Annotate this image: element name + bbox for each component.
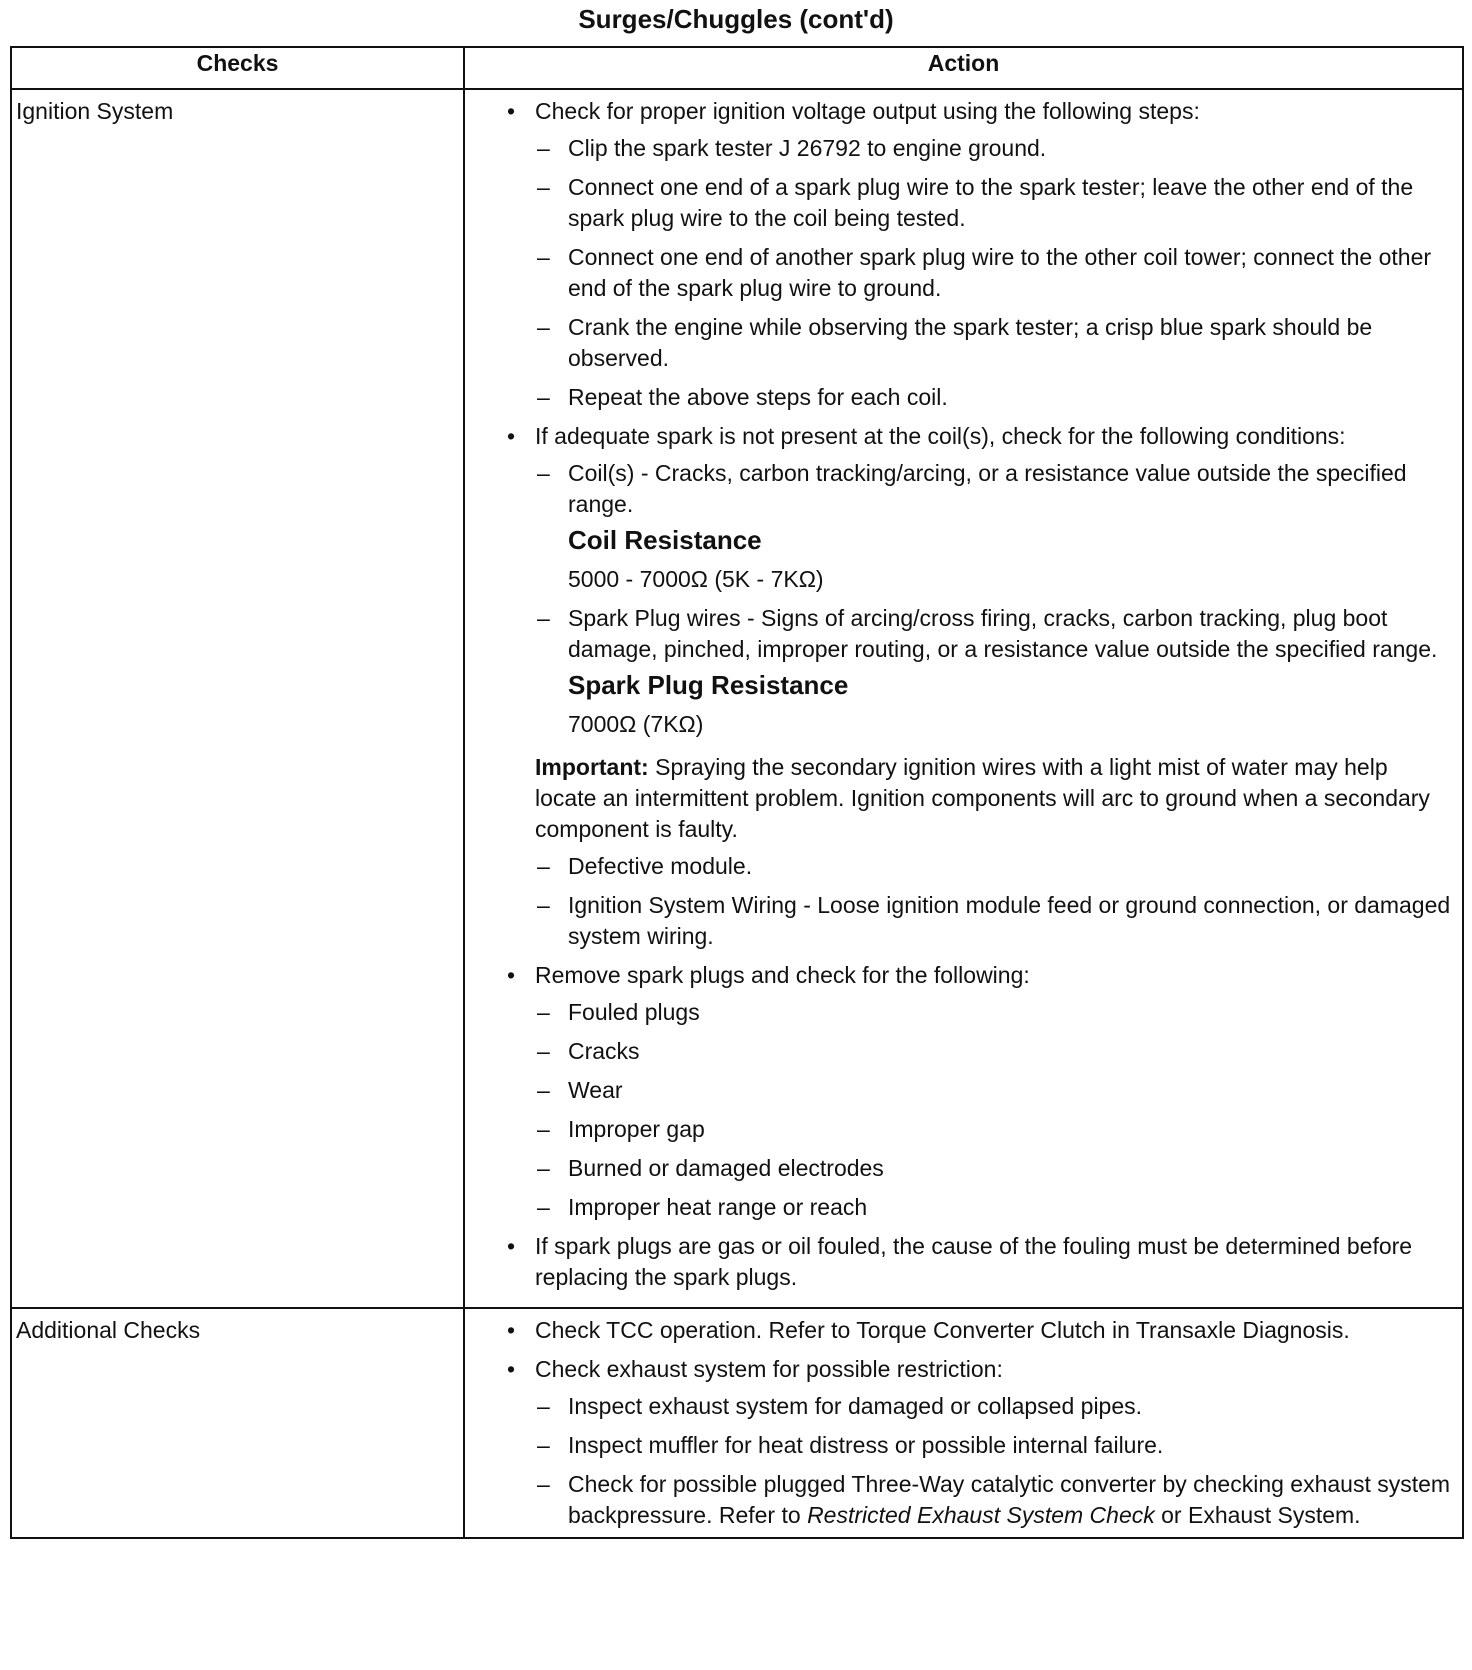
checks-column-header: Checks <box>11 47 464 89</box>
sub-item: – Check for possible plugged Three-Way catalytic converter by checking exhaust system backpressure. Refer to Restricted Exhaust System Check or Exhaust System. <box>537 1471 1451 1528</box>
sub-item: – Inspect exhaust system for damaged or collapsed pipes. <box>535 1391 1454 1422</box>
item-text: Check exhaust system for possible restriction: <box>535 1356 1003 1382</box>
dash-icon: – <box>537 174 550 200</box>
dash-icon: – <box>537 853 550 879</box>
list-item <box>503 421 1454 952</box>
bullet-icon: • <box>507 98 516 124</box>
coil-resistance-value: 5000 - 7000Ω (5K - 7KΩ) <box>568 566 824 592</box>
dash-icon: – <box>537 314 550 340</box>
bullet-icon: • <box>507 1233 516 1259</box>
sub-item: – Coil(s) - Cracks, carbon tracking/arcing, or a resistance value outside the specified range. Coil Resistance 5000 - 7000Ω (5K - 7KΩ) <box>535 458 1454 595</box>
sub-item: – Connect one end of a spark plug wire to the spark tester; leave the other end of the spark plug wire to the coil being tested. <box>537 174 1414 231</box>
sub-item: – Repeat the above steps for each coil. <box>535 382 1454 413</box>
coil-resistance-heading: Coil Resistance <box>568 525 762 555</box>
important-note <box>535 752 1454 845</box>
list-item <box>503 96 1454 413</box>
sub-item: – Burned or damaged electrodes <box>535 1153 1454 1184</box>
sub-item: – Fouled plugs <box>535 997 1454 1028</box>
important-text: Spraying the secondary ignition wires with a light mist of water may help locate an intermittent problem. Ignition components will arc to ground when a secondary component is faulty. <box>535 754 1430 842</box>
sub-item: – Wear <box>535 1075 1454 1106</box>
important-label: Important: <box>535 754 649 780</box>
table-row <box>11 1308 1463 1538</box>
sub-item: – Crank the engine while observing the spark tester; a crisp blue spark should be observed. <box>537 314 1373 371</box>
table-header-row <box>11 47 1463 89</box>
bullet-icon: • <box>507 1317 516 1343</box>
action-cell <box>464 1308 1463 1538</box>
diagnostic-table <box>10 46 1464 1539</box>
list-item <box>503 960 1454 1223</box>
item-text: Check for proper ignition voltage output using the following steps: <box>535 98 1200 124</box>
dash-icon: – <box>537 1194 550 1220</box>
page-title: Surges/Chuggles (cont'd) <box>578 4 894 34</box>
action-list <box>503 1315 1454 1531</box>
list-item <box>503 1231 1454 1293</box>
dash-icon: – <box>537 605 550 631</box>
dash-icon: – <box>537 1432 550 1458</box>
sub-item: – Spark Plug wires - Signs of arcing/cross firing, cracks, carbon tracking, plug boot damage, pinched, improper routing, or a resistance value outside the specified range. Spark Plug Resistance 7000Ω (7KΩ) <box>535 603 1454 740</box>
item-text: If adequate spark is not present at the coil(s), check for the following conditions: <box>535 423 1346 449</box>
dash-icon: – <box>537 1077 550 1103</box>
sub-list <box>535 458 1454 740</box>
dash-icon: – <box>537 460 550 486</box>
list-item <box>503 1315 1454 1346</box>
bullet-icon: • <box>507 962 516 988</box>
action-column-header: Action <box>464 47 1463 89</box>
check-cell: Additional Checks <box>11 1308 464 1538</box>
sub-item: – Inspect muffler for heat distress or possible internal failure. <box>535 1430 1454 1461</box>
table-row <box>11 89 1463 1308</box>
check-cell: Ignition System <box>11 89 464 1308</box>
dash-icon: – <box>537 1038 550 1064</box>
dash-icon: – <box>537 999 550 1025</box>
dash-icon: – <box>537 1116 550 1142</box>
dash-icon: – <box>537 892 550 918</box>
sub-item: – Improper heat range or reach <box>535 1192 1454 1223</box>
dash-icon: – <box>537 384 550 410</box>
sub-item: – Defective module. <box>535 851 1454 882</box>
dash-icon: – <box>537 1471 550 1497</box>
sub-item: – Ignition System Wiring - Loose ignition module feed or ground connection, or damaged system wiring. <box>537 892 1451 949</box>
sub-list <box>535 133 1454 413</box>
bullet-icon: • <box>507 1356 516 1382</box>
list-item <box>503 1354 1454 1531</box>
dash-icon: – <box>537 1155 550 1181</box>
action-cell <box>464 89 1463 1308</box>
item-text: If spark plugs are gas or oil fouled, the cause of the fouling must be determined before replacing the spark plugs. <box>535 1233 1413 1290</box>
item-text: Check TCC operation. Refer to Torque Converter Clutch in Transaxle Diagnosis. <box>535 1317 1350 1343</box>
dash-icon: – <box>537 1393 550 1419</box>
bullet-icon: • <box>507 423 516 449</box>
sub-item: – Connect one end of another spark plug wire to the other coil tower; connect the other end of the spark plug wire to ground. <box>537 244 1432 301</box>
sub-list <box>535 1391 1454 1531</box>
spark-plug-resistance-value: 7000Ω (7KΩ) <box>568 711 704 737</box>
sub-list <box>535 851 1454 952</box>
sub-item: – Cracks <box>535 1036 1454 1067</box>
item-text: Remove spark plugs and check for the following: <box>535 962 1030 988</box>
dash-icon: – <box>537 135 550 161</box>
sub-item: – Improper gap <box>535 1114 1454 1145</box>
dash-icon: – <box>537 244 550 270</box>
sub-item: – Clip the spark tester J 26792 to engine ground. <box>535 133 1454 164</box>
sub-list <box>535 997 1454 1223</box>
spark-plug-resistance-heading: Spark Plug Resistance <box>568 670 849 700</box>
action-list <box>503 96 1454 1293</box>
reference-link: Restricted Exhaust System Check <box>807 1502 1155 1528</box>
